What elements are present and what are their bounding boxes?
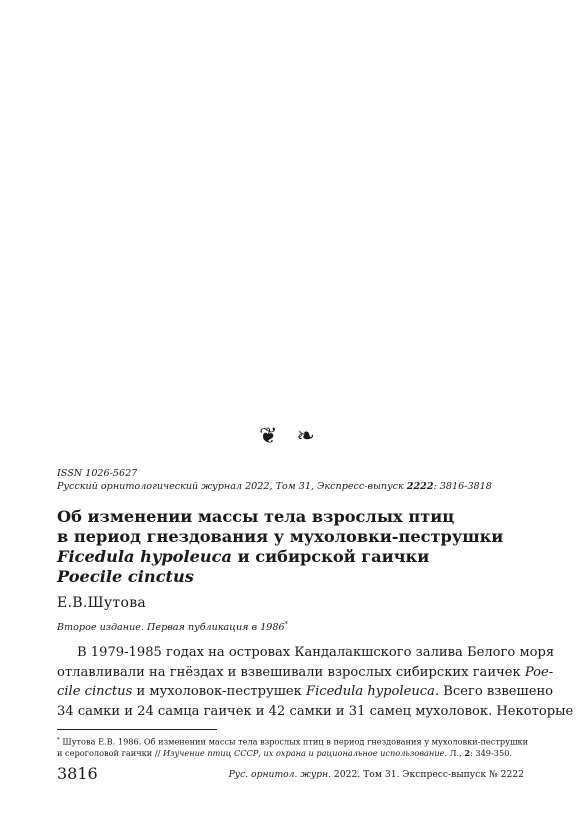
footer-journal-info: 2022. Том 31. Экспресс-выпуск № 2222 <box>331 769 524 780</box>
body-line-2 <box>57 663 554 683</box>
issue-number: 2222 <box>406 481 434 492</box>
footnote-line-2-text-b: . Л., <box>444 747 465 758</box>
edition-footnote-marker: * <box>284 620 288 628</box>
edition-note <box>57 620 288 633</box>
title-line-1: Об изменении массы тела взрослых птиц <box>57 507 455 526</box>
body-line-1: В 1979-1985 годах на островах Кандалакшского залива Белого моря <box>77 645 555 660</box>
body-paragraph <box>57 643 574 721</box>
footnote-volume: 2 <box>464 747 471 758</box>
title-species-poecile: Poecile cinctus <box>57 567 194 586</box>
footnote <box>57 735 527 759</box>
footnote-line-2 <box>57 748 527 759</box>
title-line-3-rest: и сибирской гаички <box>232 547 430 566</box>
running-footer <box>229 769 524 780</box>
footnote-marker: * <box>57 737 60 743</box>
body-species-poecile-start: Poe- <box>524 664 554 680</box>
title-line-4 <box>57 567 527 587</box>
page-number: 3816 <box>57 764 98 783</box>
body-line-4: 34 самки и 24 самца гаичек и 42 самки и 31 самец мухоловок. Некоторые <box>57 703 574 719</box>
footnote-source-title: Изучение птиц СССР, их охрана и рациональное использование <box>162 747 445 758</box>
footnote-line-1-text: Шутова Е.В. 1986. Об изменении массы тела взрослых птиц в период гнездования у мухоловки-пеструшки <box>59 736 529 747</box>
body-line-3-text-b: . Всего взвешено <box>434 684 554 700</box>
article-title <box>57 507 527 587</box>
footnote-line-2-text-a: и сероголовой гаички // <box>57 747 163 758</box>
footnote-line-1 <box>57 735 527 748</box>
body-line-3-text-a: и мухоловок-пеструшек <box>132 684 307 700</box>
body-line-3 <box>57 682 554 702</box>
ornament-fleurons: ❦ ❧ <box>259 424 321 449</box>
body-species-poecile-end: cile cinctus <box>57 684 133 700</box>
title-line-2: в период гнездования у мухоловки-пеструшки <box>57 527 504 546</box>
edition-note-text: Второе издание. Первая публикация в 1986 <box>57 622 285 634</box>
body-line-2-text: отлавливали на гнёздах и взвешивали взрослых сибирских гаичек <box>57 664 525 680</box>
journal-name: Русский орнитологический журнал 2022, Том 31, Экспресс-выпуск <box>57 481 407 492</box>
author-name: Е.В.Шутова <box>57 595 147 611</box>
footnote-divider <box>57 729 217 730</box>
title-species-ficedula: Ficedula hypoleuca <box>57 547 233 566</box>
footer-journal-abbrev: Рус. орнитол. журн. <box>228 769 332 780</box>
body-species-ficedula: Ficedula hypoleuca <box>306 684 435 700</box>
title-line-3 <box>57 547 527 567</box>
footnote-pages: : 349-350. <box>470 747 513 758</box>
journal-citation <box>57 480 492 493</box>
journal-pages: : 3816-3818 <box>433 481 492 492</box>
issn: ISSN 1026-5627 <box>57 468 138 479</box>
